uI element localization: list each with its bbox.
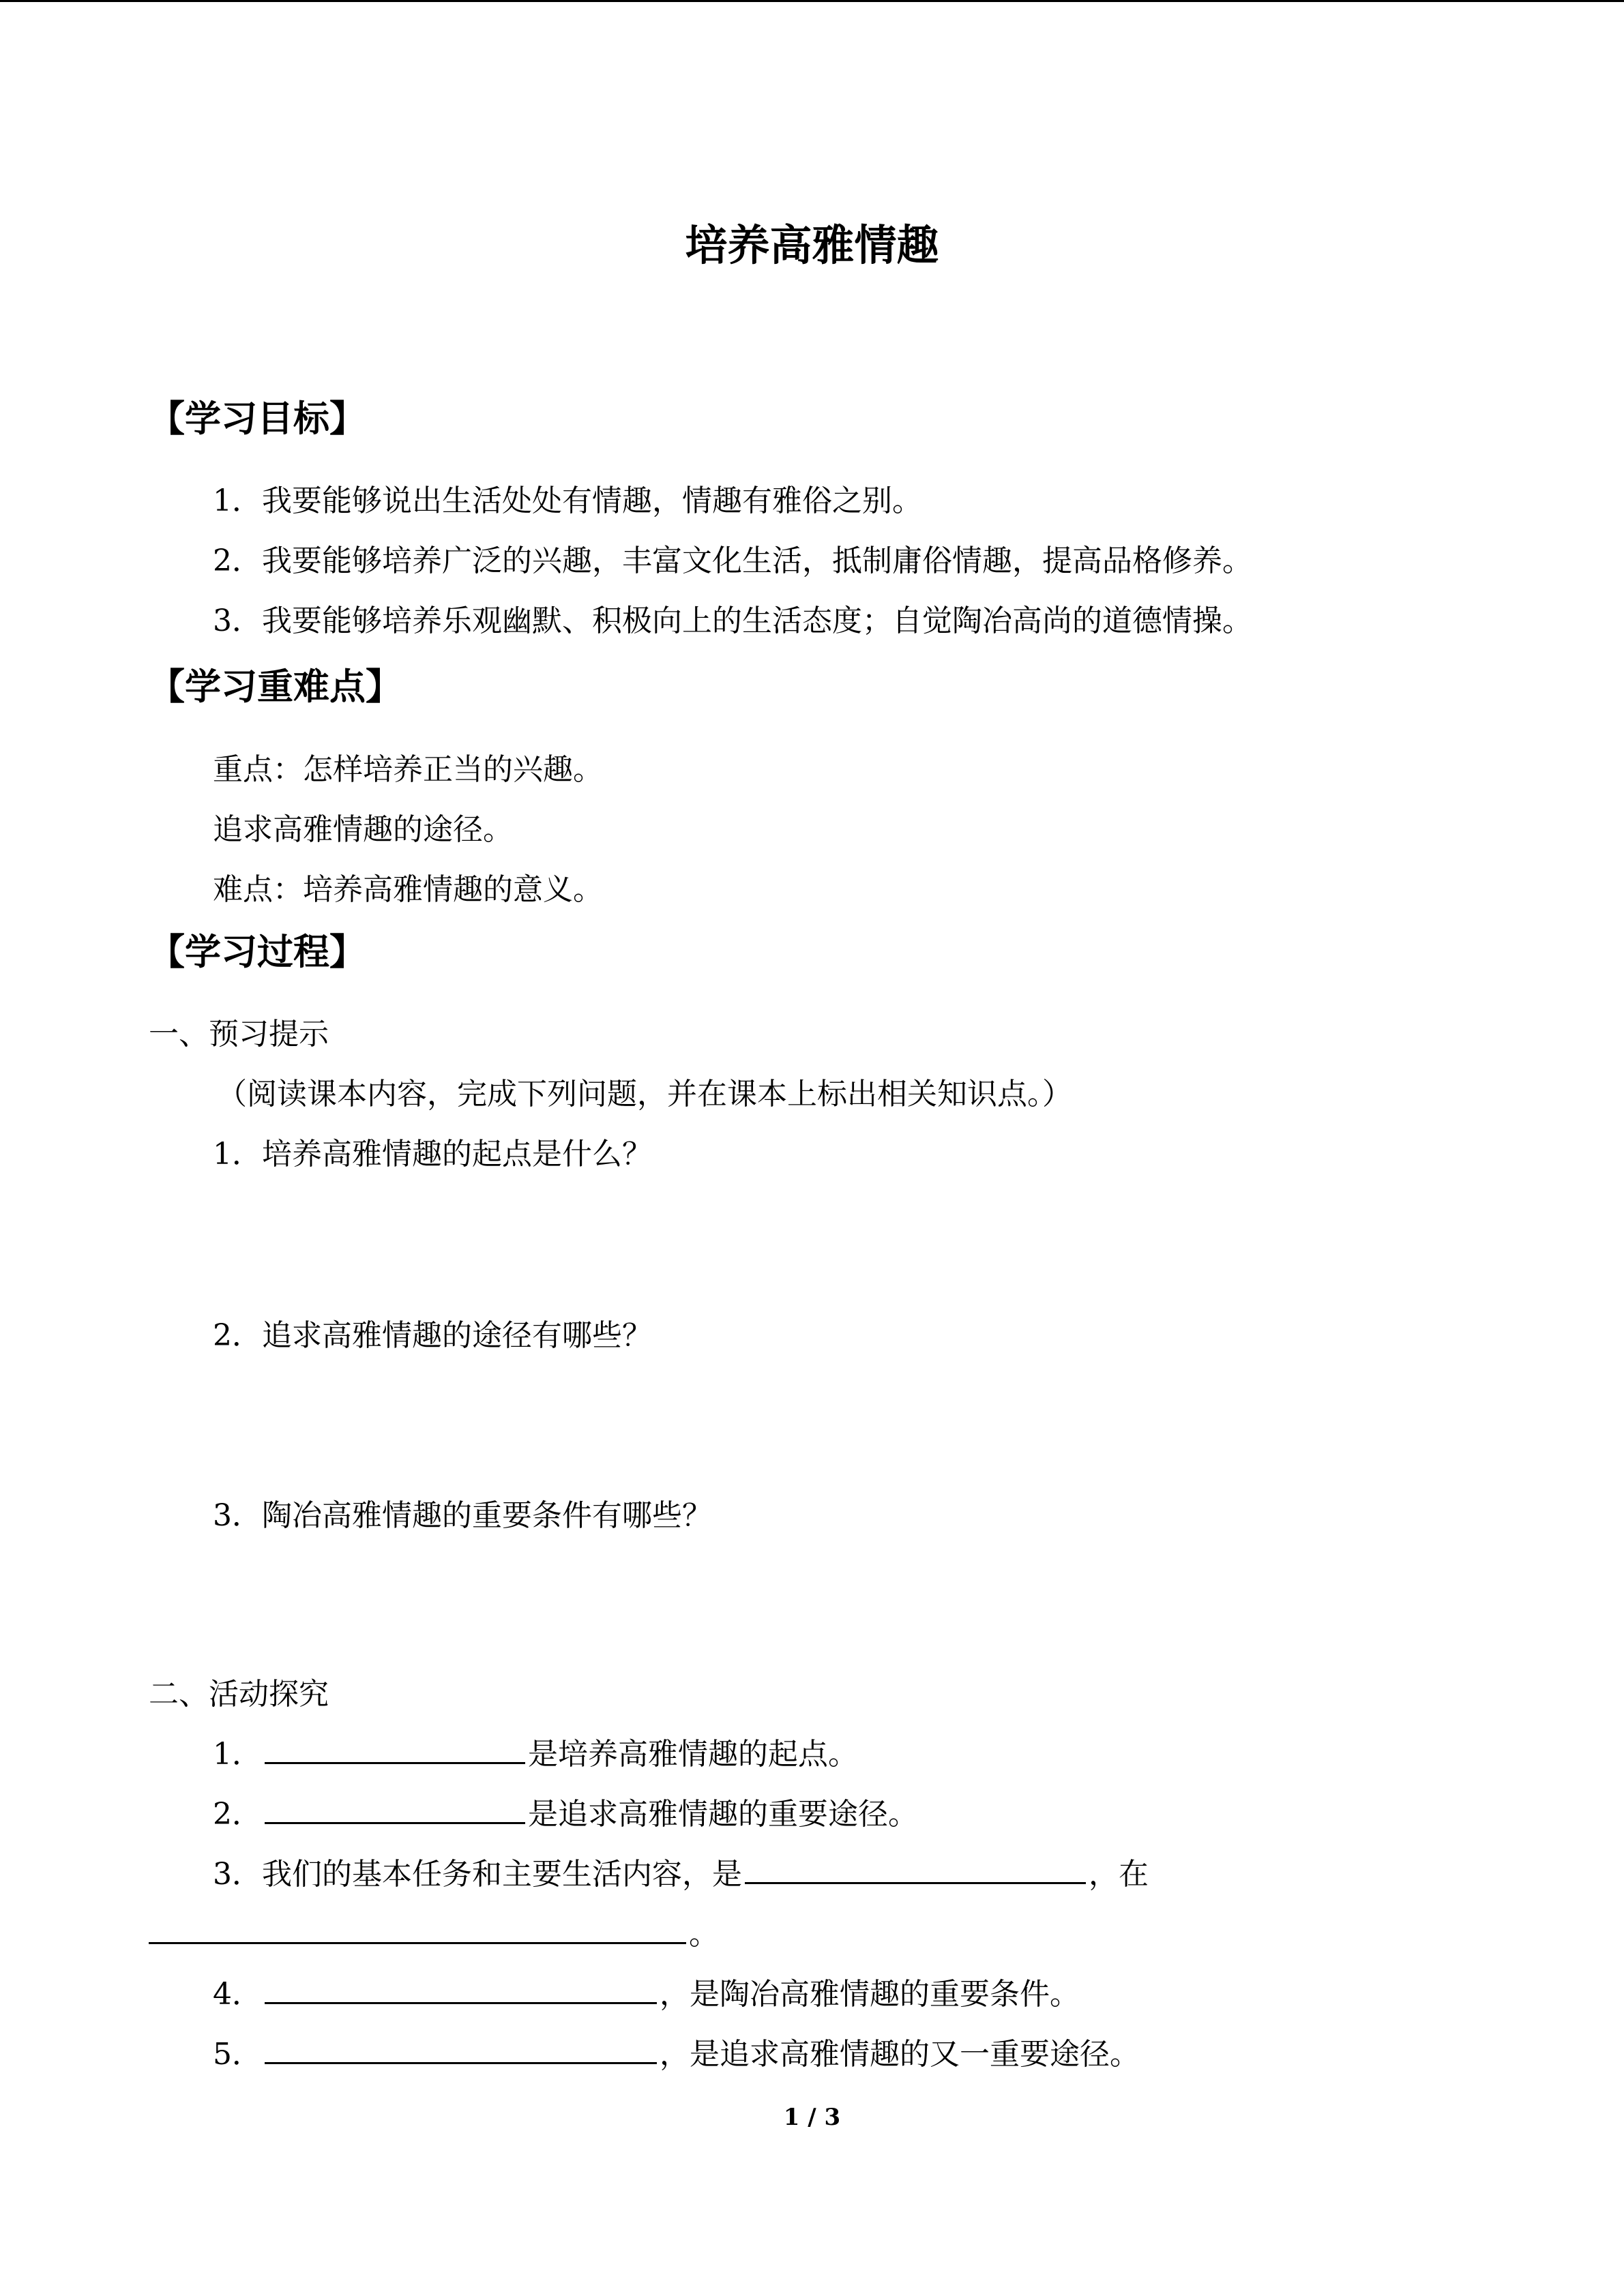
item-text: 是培养高雅情趣的起点。 (528, 1737, 858, 1772)
preview-question: 1．培养高雅情趣的起点是什么？ (213, 1137, 652, 1172)
preview-question: 3．陶冶高雅情趣的重要条件有哪些？ (213, 1498, 712, 1533)
answer-blank[interactable] (745, 1851, 1086, 1884)
item-text: ，在 (1089, 1857, 1149, 1892)
activity-label: 二、活动探究 (149, 1677, 329, 1712)
section-heading-goals: 【学习目标】 (149, 398, 366, 440)
item-number: 1． (213, 1737, 262, 1772)
fill-blank-item (213, 1849, 1149, 1893)
fill-blank-item (213, 1729, 858, 1773)
item-text: 。 (689, 1917, 719, 1952)
fill-blank-item (213, 2029, 1140, 2073)
goal-item: 2．我要能够培养广泛的兴趣，丰富文化生活，抵制庸俗情趣，提高品格修养。 (213, 543, 1252, 578)
item-text: ，是陶冶高雅情趣的重要条件。 (660, 1977, 1080, 2012)
page-title: 培养高雅情趣 (685, 220, 939, 270)
item-number: 5． (213, 2037, 262, 2072)
item-text: 我们的基本任务和主要生活内容，是 (262, 1857, 742, 1892)
section-heading-process: 【学习过程】 (149, 931, 366, 973)
item-text: ，是追求高雅情趣的又一重要途径。 (660, 2037, 1140, 2072)
item-number: 3． (213, 1857, 262, 1892)
item-text: 是追求高雅情趣的重要途径。 (528, 1797, 918, 1832)
goal-item: 3．我要能够培养乐观幽默、积极向上的生活态度；自觉陶冶高尚的道德情操。 (213, 603, 1252, 638)
top-border (0, 0, 1624, 2)
item-number: 4． (213, 1977, 262, 2012)
page-number: 1 / 3 (783, 2104, 841, 2131)
answer-blank[interactable] (265, 1731, 525, 1764)
fill-blank-continuation (149, 1909, 719, 1953)
fill-blank-item (213, 1969, 1080, 2013)
key-point-item: 追求高雅情趣的途径。 (213, 812, 513, 847)
key-point-item: 重点：怎样培养正当的兴趣。 (213, 752, 603, 787)
answer-blank[interactable] (265, 2031, 657, 2064)
preview-label: 一、预习提示 (149, 1017, 329, 1052)
preview-instruction: （阅读课本内容，完成下列问题，并在课本上标出相关知识点。） (217, 1077, 1072, 1112)
answer-blank[interactable] (265, 1791, 525, 1824)
preview-question: 2．追求高雅情趣的途径有哪些？ (213, 1318, 652, 1353)
key-point-item: 难点：培养高雅情趣的意义。 (213, 872, 603, 907)
answer-blank[interactable] (149, 1911, 686, 1944)
section-heading-key-points: 【学习重难点】 (149, 666, 402, 708)
fill-blank-item (213, 1789, 918, 1833)
item-number: 2． (213, 1797, 262, 1832)
answer-blank[interactable] (265, 1971, 657, 2004)
goal-item: 1．我要能够说出生活处处有情趣，情趣有雅俗之别。 (213, 483, 922, 518)
